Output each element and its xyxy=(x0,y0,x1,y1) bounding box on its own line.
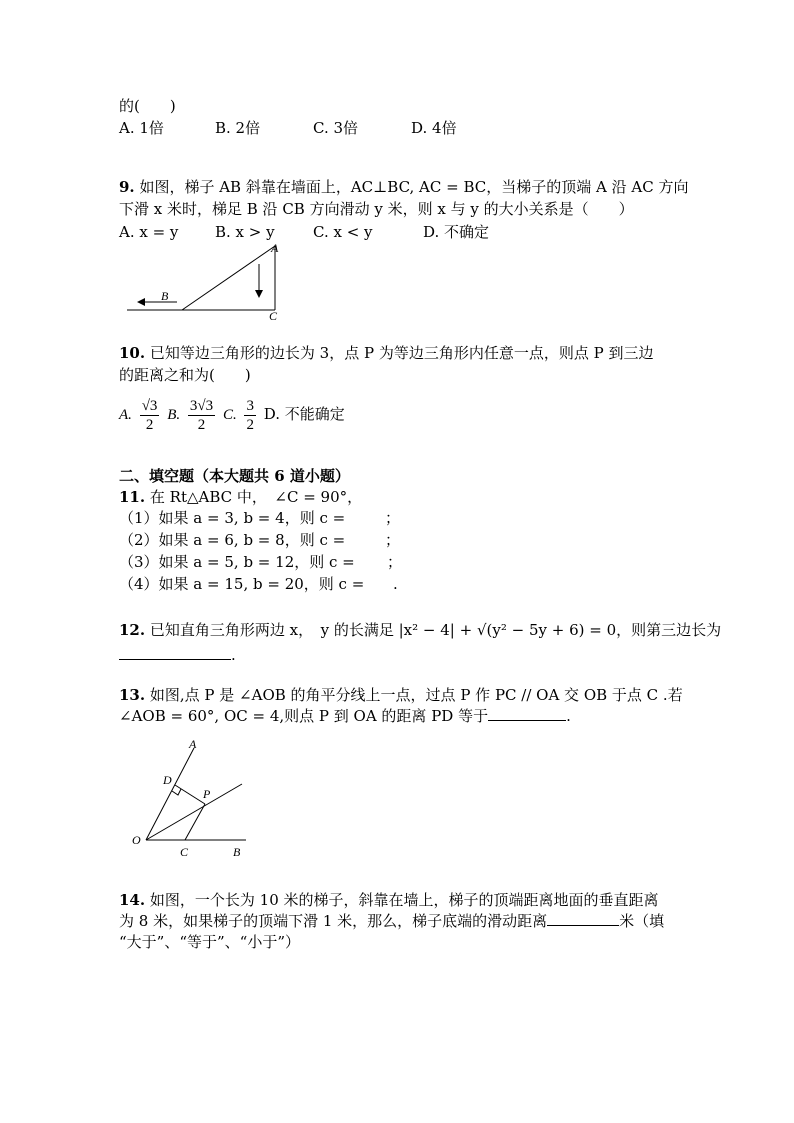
q10-a-num: √3 xyxy=(141,397,158,414)
label-C: C xyxy=(269,309,278,322)
section-title: 二、填空题（本大题共 6 道小题） xyxy=(119,467,350,485)
q10-text1: 已知等边三角形的边长为 3，点 P 为等边三角形内任意一点，则点 P 到三边 xyxy=(149,344,654,362)
right-angle-mark xyxy=(172,789,181,795)
q11-item-4-end: . xyxy=(393,575,398,593)
q14-text2a: 为 8 米，如果梯子的顶端下滑 1 米，那么，梯子底端的滑动距离 xyxy=(119,912,548,930)
q10-option-d: D. 不能确定 xyxy=(263,405,345,423)
label-B: B xyxy=(233,845,241,859)
q13-angle-figure xyxy=(128,734,258,862)
down-arrowhead xyxy=(255,290,263,298)
q13-text1: 如图,点 P 是 ∠AOB 的角平分线上一点，过点 P 作 PC // OA 交 OB 于点 C .若 xyxy=(149,686,683,704)
q11-item-1-end: ； xyxy=(385,509,401,527)
q10-stem-line1 xyxy=(119,343,653,363)
q14-stem-line2 xyxy=(119,911,664,931)
q13-number: 13. xyxy=(119,686,146,704)
q8-option-a: A. 1倍 xyxy=(119,119,164,137)
q10-option-b-fraction xyxy=(188,397,215,434)
q11-item-4 xyxy=(119,574,398,594)
q10-option-c-label: C. xyxy=(222,407,237,423)
q13-stem-line1 xyxy=(119,685,683,705)
q9-ladder-figure xyxy=(125,240,285,322)
label-B: B xyxy=(161,289,169,303)
q9-options xyxy=(119,222,489,242)
q10-option-b-label: B. xyxy=(167,407,181,423)
segment-PD xyxy=(175,785,205,804)
q13-stem-line2 xyxy=(119,706,571,726)
q11-item-1-text: （1）如果 a = 3, b = 4，则 c = xyxy=(119,509,346,527)
ladder-line xyxy=(182,246,275,310)
q10-number: 10. xyxy=(119,344,146,362)
q8-stem-tail: 的( ) xyxy=(119,97,176,115)
label-A: A xyxy=(189,737,197,751)
q12-stem xyxy=(119,620,721,640)
q11-item-1 xyxy=(119,508,400,528)
q11-stem xyxy=(119,487,362,507)
label-O: O xyxy=(132,833,141,847)
q11-text: 在 Rt△ABC 中， ∠C = 90°， xyxy=(149,488,363,506)
q14-answer-blank[interactable] xyxy=(547,911,619,926)
left-arrowhead xyxy=(137,298,145,306)
q13-answer-blank[interactable] xyxy=(488,706,566,721)
q14-stem-line3: “大于”、“等于”、“小于”） xyxy=(119,933,301,951)
q9-text1: 如图，梯子 AB 斜靠在墙面上，AC⊥BC, AC = BC，当梯子的顶端 A 沿 AC 方向 xyxy=(139,178,689,196)
q11-number: 11. xyxy=(119,488,146,506)
q11-item-3-text: （3）如果 a = 5, b = 12，则 c = xyxy=(119,553,355,571)
q10-option-c-fraction xyxy=(244,397,256,434)
q9-stem-line1 xyxy=(119,177,688,197)
q10-c-den: 2 xyxy=(246,416,254,433)
q11-item-3-end: ； xyxy=(387,553,403,571)
q10-options xyxy=(119,392,345,437)
segment-PC xyxy=(185,804,205,840)
q14-text2b: 米（填 xyxy=(619,912,665,930)
q12-answer-blank[interactable] xyxy=(119,645,231,660)
q12-number: 12. xyxy=(119,621,146,639)
q14-text1: 如图，一个长为 10 米的梯子，斜靠在墙上，梯子的顶端距离地面的垂直距离 xyxy=(149,891,659,909)
q11-item-2-end: ； xyxy=(385,531,401,549)
q11-item-2 xyxy=(119,530,400,550)
q9-option-b: B. x > y xyxy=(215,223,275,241)
q14-stem-line1 xyxy=(119,890,659,910)
q9-option-d: D. 不确定 xyxy=(423,223,490,241)
q10-a-den: 2 xyxy=(145,416,154,433)
q12-answer-line xyxy=(119,645,236,665)
q9-stem-line2: 下滑 x 米时，梯足 B 沿 CB 方向滑动 y 米，则 x 与 y 的大小关系是（ ） xyxy=(119,200,634,218)
q10-stem-line2: 的距离之和为( ) xyxy=(119,366,251,384)
q12-text: 已知直角三角形两边 x， y 的长满足 |x² − 4| + √(y² − 5y + 6) = 0，则第三边长为 xyxy=(149,621,722,639)
q14-number: 14. xyxy=(119,891,146,909)
q11-item-4-text: （4）如果 a = 15, b = 20，则 c = xyxy=(119,575,365,593)
q12-end: . xyxy=(231,646,236,664)
q8-option-d: D. 4倍 xyxy=(411,119,457,137)
q10-option-a-label: A. xyxy=(119,407,132,423)
q9-number: 9. xyxy=(119,178,135,196)
q11-item-2-text: （2）如果 a = 6, b = 8，则 c = xyxy=(119,531,346,549)
q10-b-num: 3√3 xyxy=(189,397,214,414)
label-C: C xyxy=(180,845,189,859)
q8-option-b: B. 2倍 xyxy=(215,119,261,137)
label-A: A xyxy=(271,241,279,255)
q10-c-num: 3 xyxy=(246,397,254,414)
q8-options xyxy=(119,118,457,138)
q13-text2: ∠AOB = 60°, OC = 4,则点 P 到 OA 的距离 PD 等于 xyxy=(119,707,489,725)
q10-b-den: 2 xyxy=(197,416,206,433)
q9-option-c: C. x < y xyxy=(313,223,373,241)
q13-end: . xyxy=(566,707,571,725)
q10-option-a-fraction xyxy=(140,397,160,434)
label-P: P xyxy=(203,787,211,801)
label-D: D xyxy=(163,773,172,787)
q8-option-c: C. 3倍 xyxy=(313,119,359,137)
q11-item-3 xyxy=(119,552,402,572)
q9-option-a: A. x = y xyxy=(119,223,179,241)
